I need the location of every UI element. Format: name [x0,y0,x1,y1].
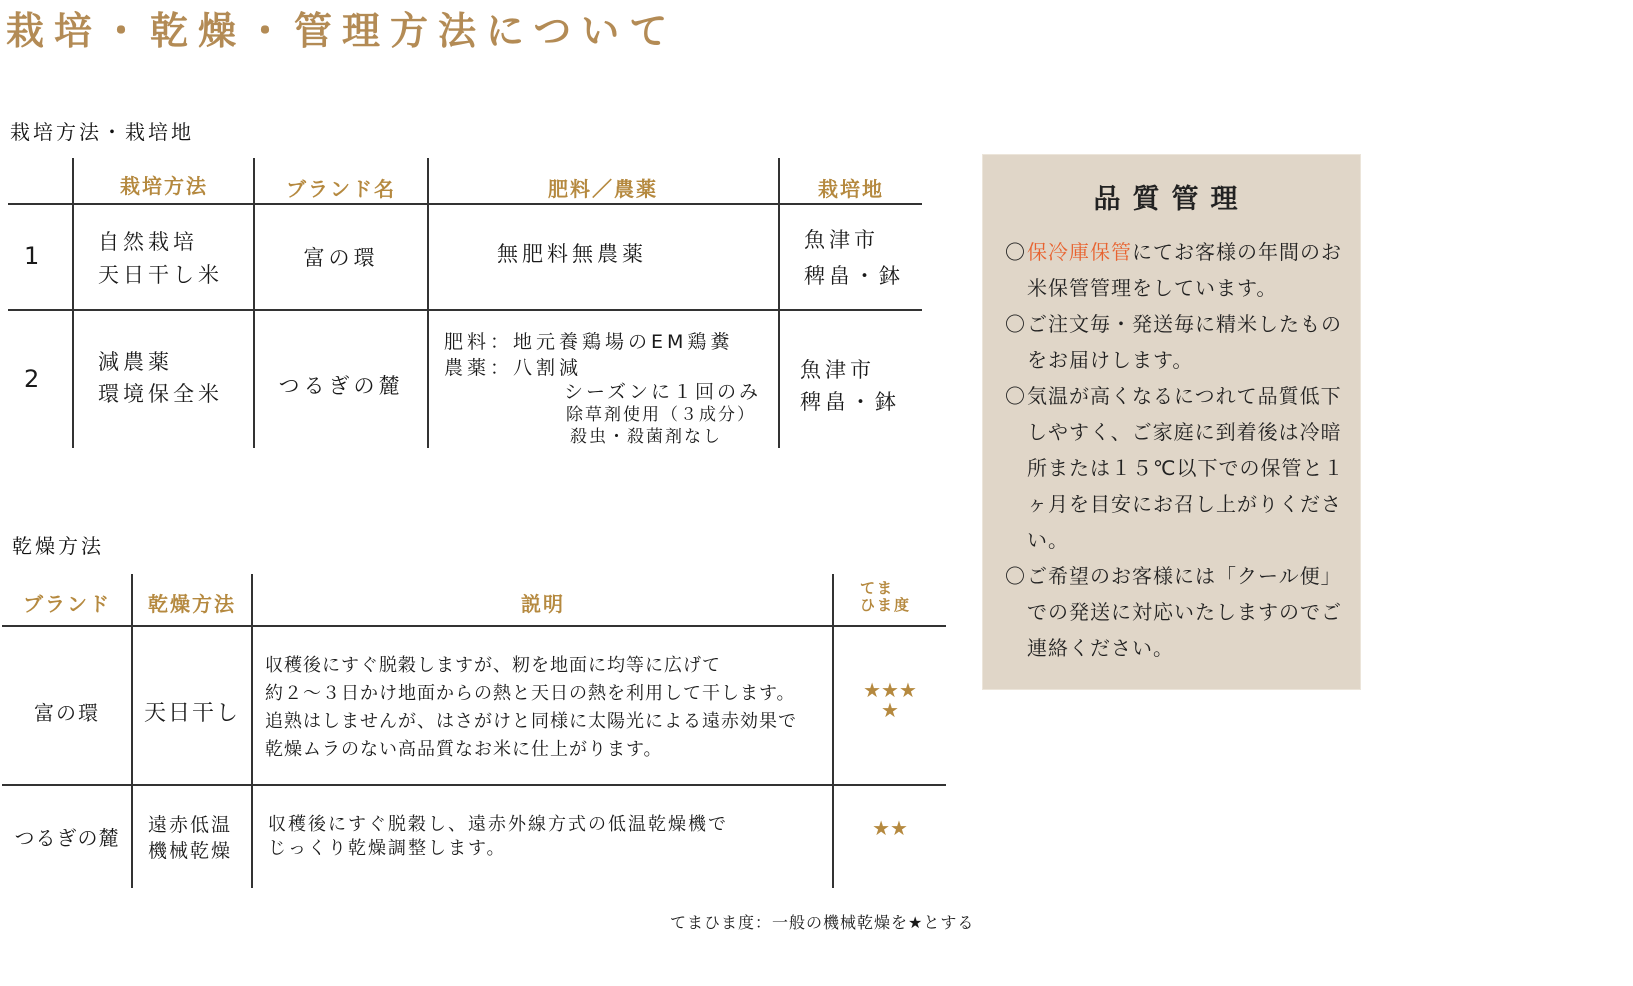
table-rule [2,784,946,786]
temahima-rating [834,680,946,720]
star-icon: ★ [881,698,899,722]
header-fertilizer: 肥料／農薬 [548,177,658,201]
drying-method: 機械乾燥 [148,840,233,862]
header-brand: ブランド [23,592,111,616]
item-text: 気温が高くなるにつれて品質低下しやすく、ご家庭に到着後は冷暗所または１５℃以下での保管と１ヶ月を目安にお召し上がりください。 [1027,384,1345,552]
description-line: 収穫後にすぐ脱穀しますが、籾を地面に均等に広げて [265,655,721,676]
brand-name: つるぎの麓 [278,374,404,398]
header-temahima-line: てま [860,579,895,597]
highlight-text: 保冷庫保管 [1027,240,1132,264]
header-temahima [834,580,916,614]
item-text: ご希望のお客様には「クール便」での発送に対応いたしますのでご連絡ください。 [1027,564,1342,660]
temahima-rating [834,818,946,838]
table-divider [253,158,255,448]
brand-name: 富の環 [303,246,379,270]
drying-heading: 乾燥方法 [12,534,104,558]
method-line: 自然栽培 [98,230,198,254]
table-divider [251,574,253,888]
table-rule [8,203,922,205]
item-text: ご注文毎・発送毎に精米したものをお届けします。 [1027,312,1342,372]
cultivation-heading: 栽培方法・栽培地 [10,120,194,144]
star-icon: ★★ [872,816,908,840]
description-line: 約２～３日かけ地面からの熱と天日の熱を利用して干します。 [265,683,796,704]
description-line: 乾燥ムラのない高品質なお米に仕上がります。 [265,739,663,760]
header-method: 栽培方法 [120,174,208,198]
location-line: 魚津市 [800,358,875,382]
quality-item [1005,378,1350,558]
circle-bullet-icon: 〇 [1005,240,1026,264]
page-title: 栽培・乾燥・管理方法について [6,8,678,53]
method-line: 環境保全米 [98,382,223,406]
quality-title: 品質管理 [1093,184,1250,215]
table-divider [427,158,429,448]
quality-item [1005,558,1350,666]
description-line: 収穫後にすぐ脱穀し、遠赤外線方式の低温乾燥機で [268,814,728,835]
table-divider [832,574,834,888]
quality-box [983,155,1360,689]
table-rule [8,309,922,311]
header-description: 説明 [521,592,565,616]
location-line: 魚津市 [804,228,879,252]
header-temahima-line: ひま度 [860,596,912,614]
method-line: 減農薬 [98,350,173,374]
table-rule [2,625,946,627]
table-divider [72,158,74,448]
location-line: 稗畠・鉢 [800,390,900,414]
fertilizer-line: 肥料：地元養鶏場のEM鶏糞 [444,331,734,353]
drying-method: 天日干し [143,701,240,726]
star-icon: ★★★ [863,678,917,702]
drying-method: 遠赤低温 [148,814,233,836]
header-brand: ブランド名 [286,177,396,201]
drying-brand: つるぎの麓 [14,826,120,850]
circle-bullet-icon: 〇 [1005,384,1026,408]
header-drying-method: 乾燥方法 [148,592,236,616]
fertilizer-line: シーズンに１回のみ [564,381,762,403]
circle-bullet-icon: 〇 [1005,312,1026,336]
drying-brand: 富の環 [34,701,100,725]
row-number: 2 [24,365,44,393]
circle-bullet-icon: 〇 [1005,564,1026,588]
fertilizer-line: 除草剤使用（３成分） [566,405,756,425]
temahima-note: てまひま度：一般の機械乾燥を★とする [670,913,975,932]
method-line: 天日干し米 [98,263,223,287]
table-divider [778,158,780,448]
quality-item [1005,306,1350,378]
header-location: 栽培地 [818,177,884,201]
description-line: 追熟はしませんが、はさがけと同様に太陽光による遠赤効果で [265,711,797,732]
row-number: 1 [24,242,44,270]
fertilizer-line: 殺虫・殺菌剤なし [570,427,722,447]
location-line: 稗畠・鉢 [804,264,904,288]
fertilizer-line: 農薬：八割減 [444,357,583,379]
quality-item [1005,234,1350,306]
item-text: にてお客様の年間のお米保管管理をしています。 [1027,240,1342,300]
fertilizer-line: 無肥料無農薬 [497,242,647,266]
description-line: じっくり乾燥調整します。 [268,838,507,859]
